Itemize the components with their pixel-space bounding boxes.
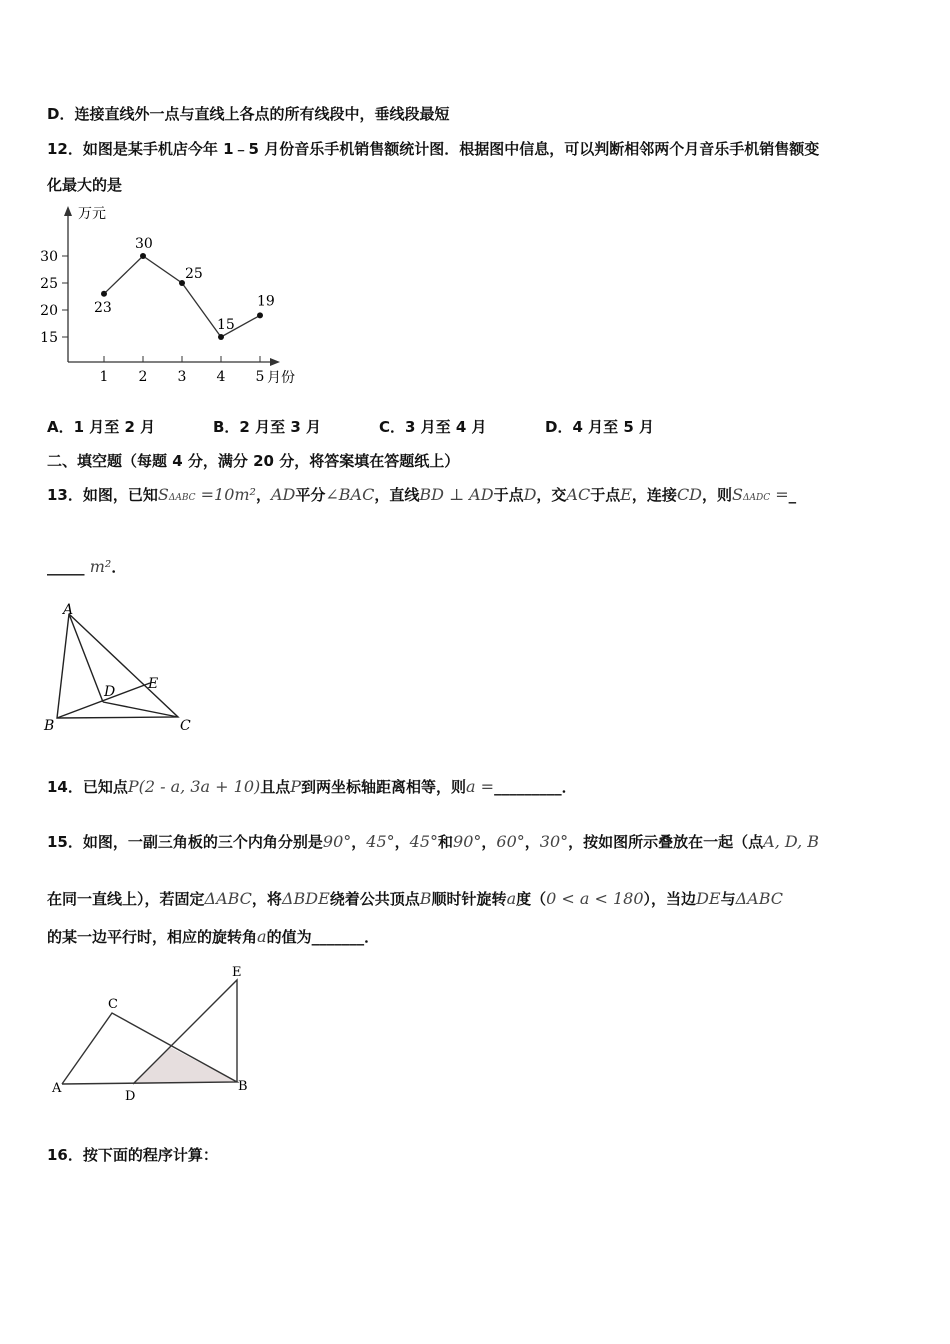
m: DE — [696, 889, 721, 908]
x-tick-label: 3 — [177, 369, 187, 385]
t: ， — [255, 486, 271, 504]
t: ，将 — [251, 890, 282, 908]
q12-option-b[interactable]: B．2 月至 3 月 — [213, 418, 321, 436]
x-tick-label: 4 — [216, 369, 226, 385]
q12-stem-line2: 化最大的是 — [47, 176, 123, 194]
m: P(2 - a, 3a + 10) — [127, 777, 261, 796]
m: 0 < a < 180 — [546, 889, 644, 908]
m: 45° — [366, 832, 395, 851]
t: 和 — [438, 833, 454, 851]
t: 于点 — [493, 486, 524, 504]
t: 度（ — [516, 890, 547, 908]
m: 90° — [453, 832, 482, 851]
y-tick-label: 20 — [40, 303, 58, 319]
t: 顺时针旋转 — [431, 890, 507, 908]
x-tick-label: 2 — [138, 369, 148, 385]
data-label: 25 — [185, 266, 203, 282]
q15-set-squares-figure — [0, 0, 280, 1110]
data-label: 15 — [217, 317, 235, 333]
m: = — [775, 485, 789, 504]
m: ΔABC — [735, 889, 783, 908]
label-e: E — [148, 676, 159, 692]
q12-option-a[interactable]: A．1 月至 2 月 — [47, 418, 156, 436]
answer-blank[interactable]: _____ — [47, 558, 85, 576]
y-tick-label: 15 — [40, 330, 58, 346]
m: ΔADC — [743, 493, 771, 503]
m: ΔABC — [168, 493, 196, 503]
x-tick-label: 1 — [99, 369, 109, 385]
t: ，连接 — [631, 486, 677, 504]
m: BD ⊥ AD — [419, 485, 494, 504]
t: 绕着公共顶点 — [329, 890, 420, 908]
t: 15．如图，一副三角板的三个内角分别是 — [47, 833, 323, 851]
label-b: B — [238, 1079, 248, 1094]
y-axis-label: 万元 — [78, 206, 106, 222]
m: a = — [466, 777, 495, 796]
m: P — [290, 777, 302, 796]
m: CD — [676, 485, 703, 504]
x-tick-label: 5 — [255, 369, 265, 385]
label-b: B — [44, 718, 55, 734]
m: m² — [89, 557, 112, 576]
label-d: D — [125, 1089, 136, 1104]
t: 14．已知点 — [47, 778, 128, 796]
t: ，按如图所示叠放在一起（点 — [568, 833, 764, 851]
answer-blank[interactable]: _ — [788, 486, 797, 504]
t: ），当边 — [643, 890, 697, 908]
answer-blank[interactable]: _______ — [311, 928, 365, 946]
m: D — [523, 485, 537, 504]
label-a: A — [63, 602, 74, 618]
y-tick-label: 30 — [40, 249, 58, 265]
m: A, D, B — [763, 832, 820, 851]
m: 90° — [322, 832, 352, 851]
label-a: A — [52, 1081, 62, 1096]
t: 于点 — [590, 486, 621, 504]
m: a — [506, 889, 517, 908]
answer-blank[interactable]: _________ — [494, 778, 562, 796]
t: ， — [394, 833, 410, 851]
m: B — [419, 889, 432, 908]
x-axis-label: 月份 — [267, 370, 295, 386]
data-label: 19 — [257, 293, 275, 310]
t: 的某一边平行时，相应的旋转角 — [47, 928, 258, 946]
math — [732, 485, 789, 504]
m: 30° — [539, 832, 569, 851]
m: ΔBDE — [281, 889, 330, 908]
t: 13．如图，已知 — [47, 486, 158, 504]
t: 平分 — [295, 486, 326, 504]
label-c: C — [108, 997, 118, 1012]
t: ， — [351, 833, 367, 851]
label-d: D — [104, 684, 116, 700]
t: 到两坐标轴距离相等，则 — [301, 778, 467, 796]
q12-option-c[interactable]: C．3 月至 4 月 — [379, 418, 487, 436]
t: 的值为 — [266, 928, 312, 946]
t: ， — [481, 833, 497, 851]
t: 在同一直线上），若固定 — [47, 890, 205, 908]
m: =10m² — [200, 485, 256, 504]
m: S — [157, 485, 169, 504]
t: ． — [561, 778, 577, 796]
y-tick-label: 25 — [40, 276, 58, 292]
m: AC — [566, 485, 591, 504]
t: 与 — [720, 890, 736, 908]
m: ΔABC — [204, 889, 252, 908]
m: AD — [270, 485, 296, 504]
q11-option-d: D．连接直线外一点与直线上各点的所有线段中，垂线段最短 — [47, 105, 450, 123]
data-label: 30 — [135, 236, 153, 252]
q16-stem: 16．按下面的程序计算： — [47, 1146, 218, 1164]
section-2-heading: 二、填空题（每题 4 分，满分 20 分，将答案填在答题纸上） — [47, 452, 460, 470]
t: ，则 — [702, 486, 733, 504]
label-c: C — [180, 718, 191, 734]
t: ，交 — [536, 486, 567, 504]
label-e: E — [232, 965, 242, 980]
t: ，直线 — [374, 486, 420, 504]
t: ． — [111, 558, 127, 576]
m: ∠BAC — [325, 485, 375, 504]
m: S — [732, 485, 743, 504]
q12-stem-line1: 12．如图是某手机店今年 1﹣5 月份音乐手机销售额统计图．根据图中信息，可以判断相邻两个月音乐手机销售额变 — [47, 140, 820, 158]
m: 45° — [409, 832, 438, 851]
t: ， — [524, 833, 540, 851]
m: E — [620, 485, 632, 504]
m: 60° — [496, 832, 525, 851]
q12-option-d[interactable]: D．4 月至 5 月 — [545, 418, 654, 436]
t: 且点 — [260, 778, 291, 796]
t: ． — [364, 928, 380, 946]
data-label: 23 — [94, 299, 112, 316]
m: a — [257, 927, 267, 946]
